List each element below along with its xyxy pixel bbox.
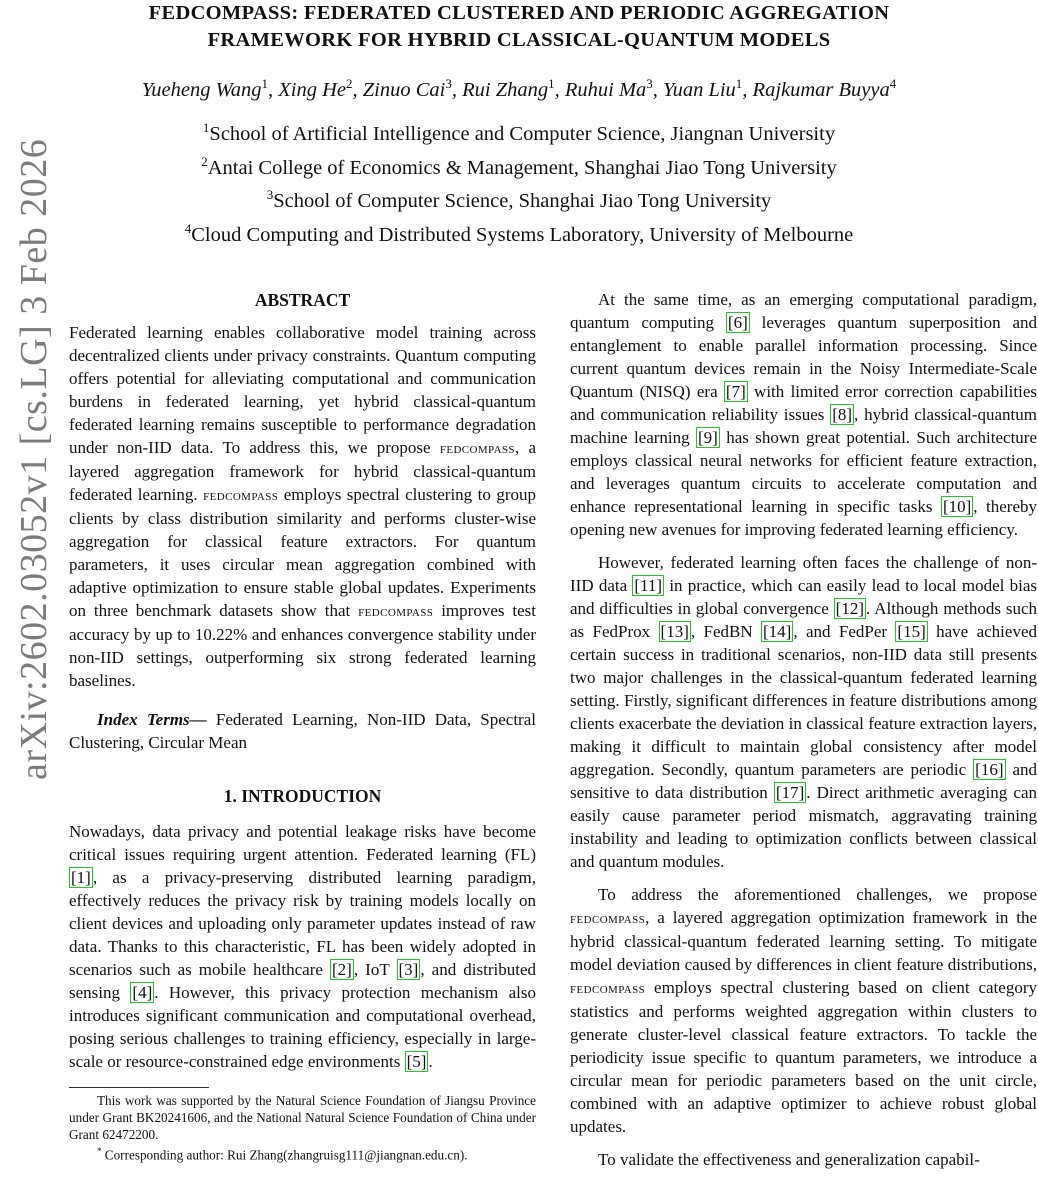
citation-link[interactable]: [7]: [725, 382, 746, 401]
author-affiliation-mark: 1: [261, 76, 269, 91]
intro-paragraph-5: [570, 1148, 1037, 1171]
body-text: has shown great potential. Such architecture employs classical neural networks for efficient feature extraction, and leverages quantum circuits to accelerate computation and enhance representational learning in specific tasks: [570, 428, 1038, 516]
index-terms-text: Federated Learning, Non-IID Data, Spectral Clustering, Circular Mean: [69, 710, 536, 752]
body-text: in practice, which can easily lead to local model bias and difficulties in global convergence: [570, 576, 1037, 618]
citation-link[interactable]: [8]: [832, 405, 853, 424]
body-text: . Direct arithmetic averaging can easily cause parameter period mismatch, aggravating training instability and leading to optimization conflicts between classical and quantum modules.: [570, 783, 1037, 871]
body-text: , and FedPer: [793, 622, 896, 641]
body-text: To address the aforementioned challenges, we propose: [598, 885, 1037, 904]
body-text: However, federated learning often faces the challenge of non-IID data: [570, 553, 1037, 595]
body-text: , as a privacy-preserving distributed learning paradigm, effectively reduces the privacy risk by training models locally on client devices and uploading only parameter updates instead of raw data. Thanks to this characteristic, FL has been widely adopted in scenarios such as mobile healthcare: [69, 868, 536, 979]
index-terms-label: Index Terms—: [97, 710, 207, 729]
abstract-body: [69, 321, 536, 692]
author-affiliation-mark: 3: [445, 76, 452, 91]
index-terms: [69, 708, 536, 754]
corresponding-author-footnote: [69, 1143, 536, 1163]
body-text: with limited error correction capabilities and communication reliability issues: [570, 382, 1037, 424]
affiliation: [0, 114, 1038, 148]
affiliation-list: [0, 114, 1038, 249]
citation-link[interactable]: [17]: [775, 783, 805, 802]
title-line-2: FRAMEWORK FOR HYBRID CLASSICAL-QUANTUM MODELS: [207, 29, 831, 51]
body-text: . Although methods such as FedProx: [570, 599, 1037, 641]
affiliation-text: School of Computer Science, Shanghai Jiao Tong University: [273, 190, 772, 213]
abstract-text: employs spectral clustering to group clients by class distribution similarity and performs cluster-wise aggregation for classical feature extractors. For quantum parameters, it uses circular mean aggregation combined with adaptive optimization to ensure stable global updates. Experiments on three benchmark datasets show that: [69, 485, 536, 620]
author-affiliation-mark: 1: [735, 76, 743, 91]
body-text: Nowadays, data privacy and potential leakage risks have become critical issues requiring urgent attention. Federated learning (FL): [69, 822, 536, 864]
footnote-text: Corresponding author: Rui Zhang(zhangruisg111@jiangnan.edu.cn).: [101, 1147, 468, 1163]
author: Ruhui Ma: [564, 78, 647, 101]
intro-paragraph-1: [69, 820, 536, 1073]
affiliation: [0, 215, 1038, 249]
author-list: Yueheng Wang$^1$, Xing He$^2$, Zinuo Cai$^3$, Rui Zhang$^1$, Ruhui Ma$^3$, Yuan Liu$^1$, Rajkumar Buyya$^4$: [141, 76, 897, 101]
arxiv-identifier-stamp: arXiv:2602.03052v1 [cs.LG] 3 Feb 2026: [13, 138, 55, 780]
citation-link[interactable]: [9]: [698, 428, 718, 447]
body-text: , a layered aggregation optimization framework in the hybrid classical-quantum federated learning setting. To mitigate model deviation caused by differences in client feature distributions,: [570, 908, 1037, 974]
method-name: fedcompass: [570, 980, 646, 997]
method-name: fedcompass: [570, 910, 646, 927]
funding-footnote: This work was supported by the Natural Science Foundation of Jiangsu Province under Grant BK20241606, and the National Natural Science Foundation of China under Grant 62472200.: [69, 1093, 536, 1142]
body-text: , IoT: [353, 960, 397, 979]
abstract-text: Federated learning enables collaborative model training across decentralized clients under privacy constraints. Quantum computing offers potential for alleviating computational and communication burdens in federated learning, yet hybrid classical-quantum federated learning remains susceptible to performance degradation under non-IID data. To address this, we propose: [69, 323, 536, 457]
body-text: , hybrid classical-quantum machine learning: [570, 405, 1037, 447]
author-affiliation-mark: 2: [346, 76, 353, 91]
citation-link[interactable]: [14]: [762, 622, 792, 641]
method-name: fedcompass: [439, 440, 515, 457]
abstract-text: , a layered aggregation framework for hybrid classical-quantum federated learning.: [69, 438, 536, 504]
citation-link[interactable]: [11]: [634, 576, 663, 595]
affiliation-number: 3: [266, 187, 274, 203]
paper-header: [0, 0, 1038, 249]
affiliation-text: Cloud Computing and Distributed Systems Laboratory, University of Melbourne: [191, 224, 854, 247]
body-text: have achieved certain success in traditional scenarios, non-IID data still presents two major challenges in the classical-quantum federated learning setting. Firstly, significant differences in feature distributions among clients exacerbate the deviation in classical feature extraction layers, making it difficult to maintain global consistency after model aggregation. Secondly, quantum parameters are periodic: [570, 622, 1037, 779]
author: Yuan Liu: [663, 78, 736, 101]
citation-link[interactable]: [6]: [727, 313, 748, 332]
body-text: employs spectral clustering based on client category statistics and performs weighted aggregation within clusters to generate cluster-level classical feature extractors. To tackle the periodicity issue specific to quantum parameters, we introduce a circular mean for periodic parameters based on the unit circle, combined with an adaptive optimizer to achieve robust global updates.: [570, 978, 1037, 1136]
body-text: , thereby opening new avenues for improving federated learning efficiency.: [570, 497, 1037, 539]
citation-link[interactable]: [5]: [406, 1052, 427, 1071]
affiliation: [0, 181, 1038, 215]
paper-title: [0, 0, 1038, 54]
citation-link[interactable]: [13]: [660, 622, 689, 641]
intro-paragraph-3: [570, 551, 1037, 873]
body-text: leverages quantum superposition and entanglement to enable parallel information processing. Since current quantum devices remain in the Noisy Intermediate-Scale Quantum (NISQ) era: [570, 313, 1037, 401]
author: Rajkumar Buyya: [752, 78, 890, 101]
citation-link[interactable]: [15]: [897, 622, 926, 641]
citation-link[interactable]: [10]: [942, 497, 972, 516]
author: Zinuo Cai: [362, 78, 446, 101]
affiliation-number: 2: [201, 153, 208, 169]
abstract-text: improves test accuracy by up to 10.22% and enhances convergence stability under non-IID settings, outperforming six strong federated learning baselines.: [69, 601, 536, 690]
method-name: fedcompass: [358, 603, 434, 620]
body-text: .: [428, 1052, 433, 1071]
citation-link[interactable]: [12]: [835, 599, 864, 618]
author-affiliation-mark: 1: [548, 76, 555, 91]
introduction-heading: 1. INTRODUCTION: [223, 786, 382, 806]
citation-link[interactable]: [16]: [975, 760, 1004, 779]
citation-link[interactable]: [4]: [132, 983, 153, 1002]
citation-link[interactable]: [1]: [71, 868, 91, 887]
body-text: , and distributed sensing: [69, 960, 536, 1002]
affiliation-text: Antai College of Economics & Management, Shanghai Jiao Tong University: [207, 156, 837, 179]
left-column: [69, 288, 536, 1163]
author: Yueheng Wang: [141, 78, 262, 101]
right-column: [570, 288, 1037, 1171]
body-text: and sensitive to data distribution: [570, 760, 1038, 802]
body-text: , FedBN: [690, 622, 761, 641]
affiliation-number: 1: [202, 119, 210, 135]
body-text: . However, this privacy protection mechanism also introduces significant communication and computational overhead, posing serious challenges to training efficiency, especially in large-scale or resource-constrained edge environments: [69, 983, 537, 1071]
footnote-divider: [69, 1087, 209, 1088]
citation-link[interactable]: [3]: [398, 960, 419, 979]
author-affiliation-mark: 4: [889, 76, 897, 91]
footnote-mark: *: [97, 1146, 102, 1156]
body-text: At the same time, as an emerging computational paradigm, quantum computing: [570, 290, 1037, 332]
author: Xing He: [278, 78, 347, 101]
body-text: To validate the effectiveness and generalization capabil-: [598, 1150, 980, 1169]
method-name: fedcompass: [203, 487, 279, 504]
author-affiliation-mark: 3: [646, 76, 653, 91]
intro-paragraph-2: [570, 288, 1037, 541]
author: Rui Zhang: [462, 78, 549, 101]
title-line-1: FEDCOMPASS: FEDERATED CLUSTERED AND PERIODIC AGGREGATION: [148, 2, 890, 24]
affiliation: [0, 148, 1038, 182]
citation-link[interactable]: [2]: [332, 960, 352, 979]
affiliation-text: School of Artificial Intelligence and Computer Science, Jiangnan University: [209, 122, 836, 145]
intro-paragraph-4: [570, 883, 1037, 1138]
affiliation-number: 4: [184, 221, 192, 237]
abstract-heading: ABSTRACT: [254, 290, 351, 310]
